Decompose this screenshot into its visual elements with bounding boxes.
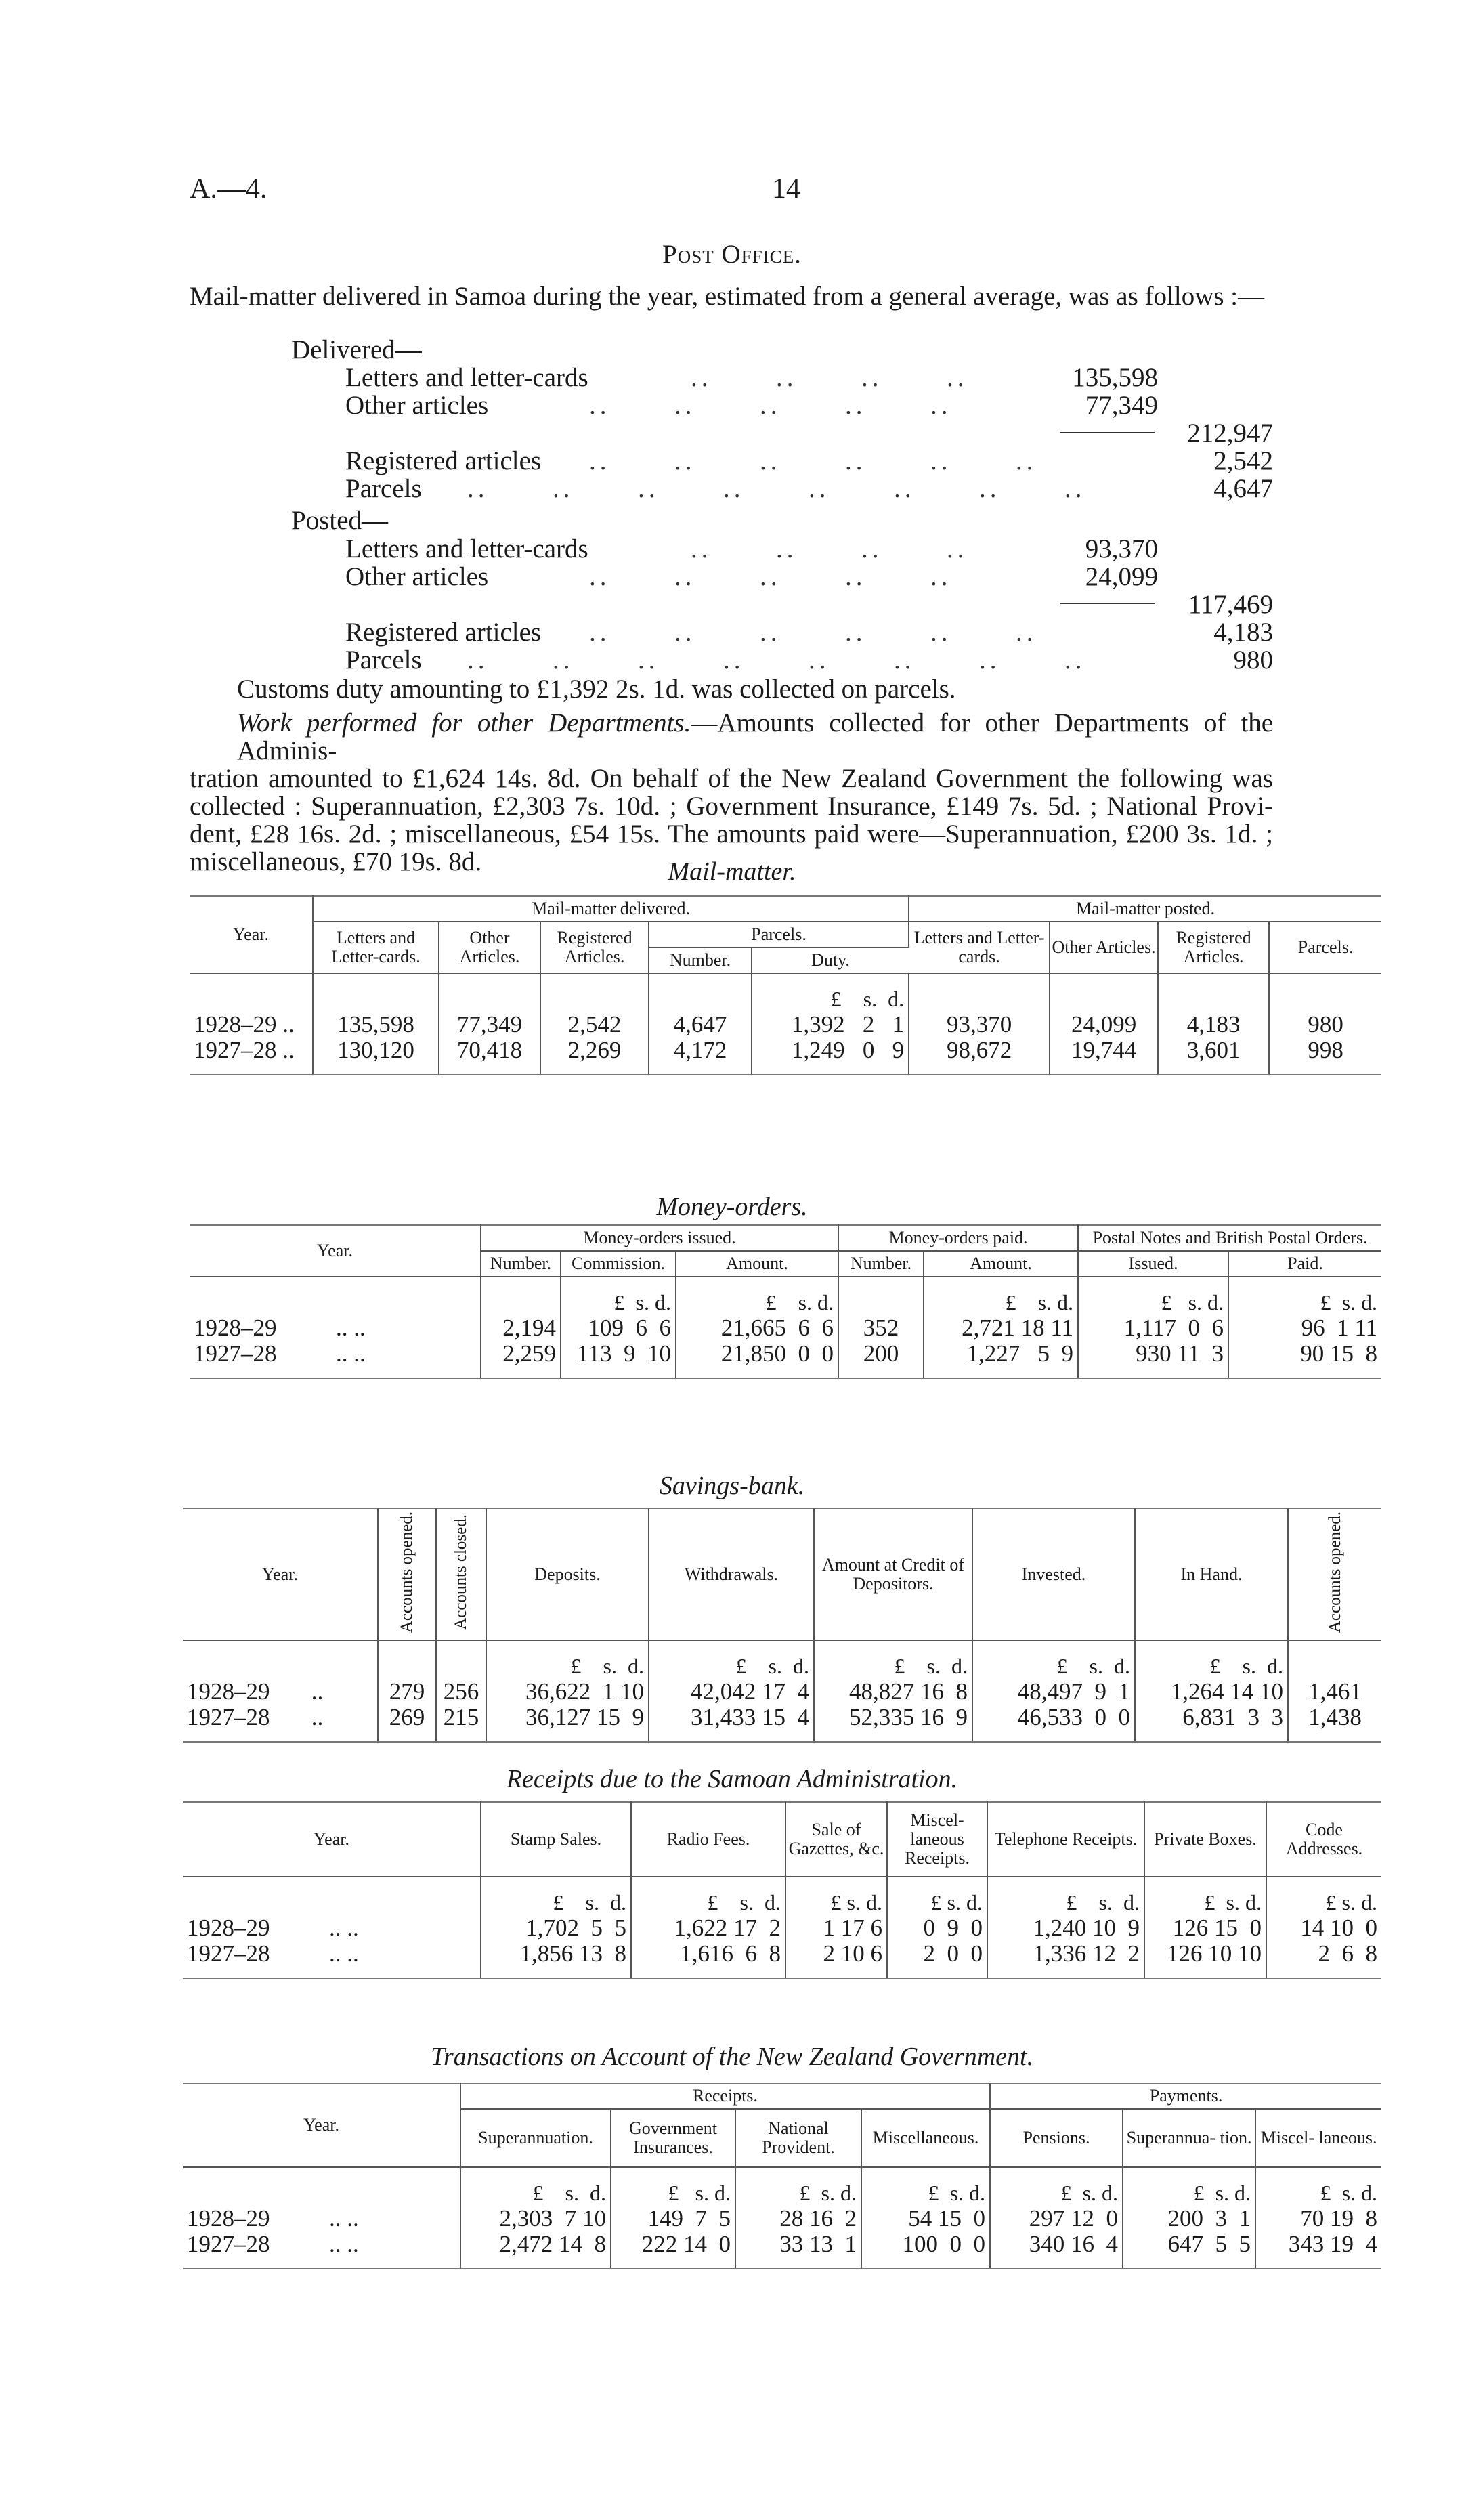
table-row: 1928–29 .. 279 256 36,622 1 10 42,042 17 4 48,827 16 8 48,497 9 1 1,264 14 10 1,461	[183, 1679, 1381, 1705]
row-value: 24,099	[1085, 562, 1158, 591]
header-in-hand: In Hand.	[1135, 1508, 1288, 1640]
mail-table-title: Mail-matter.	[668, 857, 796, 886]
posted-subtotal-row	[0, 591, 1464, 619]
receipts-table-title: Receipts due to the Samoan Administration.	[506, 1765, 958, 1793]
table-row: 1928–29 .. .. 1,702 5 5 1,622 17 2 1 17 6 0 9 0 1,240 10 9 126 15 0 14 10 0	[183, 1915, 1381, 1941]
receipts-table: Year. Stamp Sales. Radio Fees. Sale of Gazettes, &c. Miscel- laneous Receipts. Telephone Receipts. Private Boxes. Code Addresses. £ s. d. £ s. d. £ s. d. £ s. d. £ s. d. £ s. d. £ s. d. 1928–29 .. .. 1,702 5 5 1,622 17 2 1 17 6 0 9 0 1,240 10 9 126 15 0 14 10 0 1927–28 .. .. 1,856 13 8 1,616 6 8 2 10 6 2 0 0 1,336 12 2 126 10 10 2 6 8	[183, 1801, 1381, 1979]
row-label: Parcels	[345, 474, 422, 503]
header-other: Other Articles.	[439, 922, 540, 973]
delivered-other-row: Other articles .. .. .. .. .. 77,349	[345, 391, 1158, 420]
header-paid-group: Money-orders paid.	[838, 1225, 1078, 1251]
nz-government-table: Year. Receipts. Payments. Superannuation. Government Insurances. National Provident. Miscellaneous. Pensions. Superannua- tion. Miscel- laneous. £ s. d. £ s. d. £ s. d. £ s. d. £ s. d. £ s. d. £ s. d. 1928–29 .. .. 2,303 7 10 149 7 5 28 16 2 54 15 0 297 12 0 200 3 1 70 19 8 1927–28 .. .. 2,472 14 8 222 14 0 33 13 1 100 0 0 340 16 4 647 5 5 343 19 4	[183, 2083, 1381, 2269]
header-credit: Amount at Credit of Depositors.	[814, 1508, 972, 1640]
header-radio: Radio Fees.	[631, 1802, 785, 1877]
header-misc: Miscellaneous.	[861, 2109, 990, 2167]
header-p-registered: Registered Articles.	[1158, 922, 1269, 973]
table-row: 1927–28 .. .. 1,856 13 8 1,616 6 8 2 10 6 2 0 0 1,336 12 2 126 10 10 2 6 8	[183, 1941, 1381, 1978]
header-receipts-group: Receipts.	[460, 2083, 990, 2109]
savings-table-title: Savings-bank.	[659, 1472, 805, 1500]
subtotal-value: 117,469	[1188, 590, 1273, 619]
header-year: Year.	[183, 2083, 460, 2167]
row-value: 4,183	[1213, 618, 1273, 647]
work-line-5: miscellaneous, £70 19s. 8d.	[190, 847, 482, 876]
table-row: 1927–28 .. 269 215 36,127 15 9 31,433 15 4 52,335 16 9 46,533 0 0 6,831 3 3 1,438	[183, 1705, 1381, 1742]
header-parcels-group: Parcels.	[649, 922, 909, 947]
section-title: Post Office.	[662, 240, 802, 269]
posted-registered-row: Registered articles .. .. .. .. .. .. 4,183	[345, 618, 1273, 647]
row-label: Letters and letter-cards	[345, 534, 588, 563]
header-year: Year.	[190, 896, 313, 973]
header-year: Year.	[183, 1802, 481, 1877]
header-postal-paid: Paid.	[1228, 1251, 1381, 1277]
header-amount: Amount.	[676, 1251, 838, 1277]
row-label: Registered articles	[345, 446, 542, 475]
money-table-title: Money-orders.	[656, 1193, 808, 1221]
work-paragraph	[190, 709, 1273, 876]
header-letters: Letters and Letter-cards.	[313, 922, 439, 973]
header-year: Year.	[183, 1508, 378, 1640]
row-value: 77,349	[1085, 391, 1158, 420]
delivered-registered-row: Registered articles .. .. .. .. .. .. 2,542	[345, 446, 1273, 475]
work-line-2: tration amounted to £1,624 14s. 8d. On behalf of the New Zealand Government the following was	[190, 764, 1273, 793]
row-value: 980	[1233, 645, 1273, 675]
subtotal-value: 212,947	[1187, 419, 1273, 448]
header-payments-group: Payments.	[990, 2083, 1381, 2109]
mail-matter-table: Year. Mail-matter delivered. Mail-matter posted. Letters and Letter-cards. Other Articles. Registered Articles. Parcels. Letters and Letter-cards. Other Articles. Registered Articles. Parcels. Number. Duty. £ s. d. 1928–29 .. 135,598 77,349 2,542 4,647 1,392 2 1 93,370 24,099 4,183 980 1927–28 .. 130,120 70,418 2,269 4,172 1,249 0 9 98,672 19,744 3,601 998	[190, 895, 1381, 1075]
header-duty: Duty.	[752, 947, 909, 973]
header-closed: Accounts closed.	[452, 1514, 470, 1630]
header-insurance: Government Insurances.	[611, 2109, 735, 2167]
header-number: Number.	[481, 1251, 561, 1277]
table-row: 1928–29 .. 135,598 77,349 2,542 4,647 1,392 2 1 93,370 24,099 4,183 980	[190, 1012, 1381, 1038]
intro-paragraph: Mail-matter delivered in Samoa during the year, estimated from a general average, was as follows :—	[190, 282, 1265, 311]
header-pensions: Pensions.	[990, 2109, 1123, 2167]
work-line-3: collected : Superannuation, £2,303 7s. 10d. ; Government Insurance, £149 7s. 5d. ; National Provi-	[190, 792, 1273, 821]
page-number: 14	[772, 173, 800, 205]
header-invested: Invested.	[972, 1508, 1135, 1640]
money-orders-table: Year. Money-orders issued. Money-orders paid. Postal Notes and British Postal Orders. Number. Commission. Amount. Number. Amount. Issued. Paid. £ s. d. £ s. d. £ s. d. £ s. d. £ s. d. 1928–29 .. .. 2,194 109 6 6 21,665 6 6 352 2,721 18 11 1,117 0 6 96 1 11 1927–28 .. .. 2,259 113 9 10 21,850 0 0 200 1,227 5 9 930 11 3 90 15 8	[190, 1224, 1381, 1379]
page-reference: A.—4.	[190, 173, 267, 205]
header-super: Superannuation.	[460, 2109, 611, 2167]
header-p-misc: Miscel- laneous.	[1255, 2109, 1381, 2167]
header-boxes: Private Boxes.	[1144, 1802, 1266, 1877]
posted-parcels-row: Parcels .. .. .. .. .. .. .. .. 980	[345, 645, 1273, 675]
row-label: Other articles	[345, 391, 489, 420]
row-value: 93,370	[1085, 534, 1158, 563]
row-value: 4,647	[1213, 474, 1273, 503]
header-p-other: Other Articles.	[1050, 922, 1158, 973]
header-opened: Accounts opened.	[397, 1512, 416, 1633]
header-p-parcels: Parcels.	[1269, 922, 1381, 973]
header-posted: Mail-matter posted.	[909, 896, 1381, 922]
row-value: 2,542	[1213, 446, 1273, 475]
table-row: 1928–29 .. .. 2,303 7 10 149 7 5 28 16 2 54 15 0 297 12 0 200 3 1 70 19 8	[183, 2206, 1381, 2231]
row-label: Parcels	[345, 645, 422, 675]
header-commission: Commission.	[561, 1251, 676, 1277]
header-gazettes: Sale of Gazettes, &c.	[785, 1802, 887, 1877]
header-registered: Registered Articles.	[540, 922, 649, 973]
delivered-subtotal-row	[0, 419, 1464, 448]
header-p-letters: Letters and Letter-cards.	[909, 922, 1050, 973]
posted-other-row: Other articles .. .. .. .. .. 24,099	[345, 562, 1158, 591]
header-accounts-opened: Accounts opened.	[1325, 1512, 1344, 1633]
header-year: Year.	[190, 1225, 481, 1277]
header-delivered: Mail-matter delivered.	[313, 896, 909, 922]
header-postal-issued: Issued.	[1078, 1251, 1228, 1277]
header-telephone: Telephone Receipts.	[987, 1802, 1144, 1877]
header-deposits: Deposits.	[486, 1508, 649, 1640]
row-label: Other articles	[345, 562, 489, 591]
table-row: 1927–28 .. 130,120 70,418 2,269 4,172 1,249 0 9 98,672 19,744 3,601 998	[190, 1038, 1381, 1075]
work-line-4: dent, £28 16s. 2d. ; miscellaneous, £54 15s. The amounts paid were—Superannuation, £200 3s. 1d. ;	[190, 819, 1273, 849]
table-row: 1927–28 .. .. 2,259 113 9 10 21,850 0 0 200 1,227 5 9 930 11 3 90 15 8	[190, 1341, 1381, 1378]
row-value: 135,598	[1072, 363, 1158, 392]
header-issued-group: Money-orders issued.	[481, 1225, 838, 1251]
header-code: Code Addresses.	[1266, 1802, 1381, 1877]
row-label: Registered articles	[345, 618, 542, 647]
customs-line: Customs duty amounting to £1,392 2s. 1d. was collected on parcels.	[237, 675, 956, 704]
header-misc: Miscel- laneous Receipts.	[887, 1802, 987, 1877]
header-provident: National Provident.	[735, 2109, 861, 2167]
row-label: Letters and letter-cards	[345, 363, 588, 392]
work-line-1: Work performed for other Departments.—Amounts collected for other Departments of the Adminis-	[237, 708, 1274, 765]
table-row: 1927–28 .. .. 2,472 14 8 222 14 0 33 13 1 100 0 0 340 16 4 647 5 5 343 19 4	[183, 2231, 1381, 2269]
delivered-parcels-row: Parcels .. .. .. .. .. .. .. .. 4,647	[345, 474, 1273, 503]
delivered-heading: Delivered—	[291, 335, 422, 364]
header-number: Number.	[649, 947, 752, 973]
posted-letters-row: Letters and letter-cards .. .. .. .. 93,370	[345, 534, 1158, 563]
table-row: 1928–29 .. .. 2,194 109 6 6 21,665 6 6 352 2,721 18 11 1,117 0 6 96 1 11	[190, 1315, 1381, 1341]
savings-bank-table: Year. Accounts opened. Accounts closed. Deposits. Withdrawals. Amount at Credit of Depositors. Invested. In Hand. Accounts opened. £ s. d. £ s. d. £ s. d. £ s. d. £ s. d. 1928–29 .. 279 256 36,622 1 10 42,042 17 4 48,827 16 8 48,497 9 1 1,264 14 10 1,461 1927–28 .. 269 215 36,127 15 9 31,433 15 4 52,335 16 9 46,533 0 0 6,831 3 3 1,438	[183, 1508, 1381, 1743]
header-paid-number: Number.	[838, 1251, 924, 1277]
header-postal-group: Postal Notes and British Postal Orders.	[1078, 1225, 1381, 1251]
header-paid-amount: Amount.	[924, 1251, 1078, 1277]
header-withdrawals: Withdrawals.	[649, 1508, 814, 1640]
posted-heading: Posted—	[291, 506, 389, 535]
header-stamp: Stamp Sales.	[481, 1802, 631, 1877]
nz-table-title: Transactions on Account of the New Zealand Government.	[430, 2043, 1034, 2071]
delivered-letters-row: Letters and letter-cards .. .. .. .. 135,598	[345, 363, 1158, 392]
header-p-super: Superannua- tion.	[1123, 2109, 1255, 2167]
